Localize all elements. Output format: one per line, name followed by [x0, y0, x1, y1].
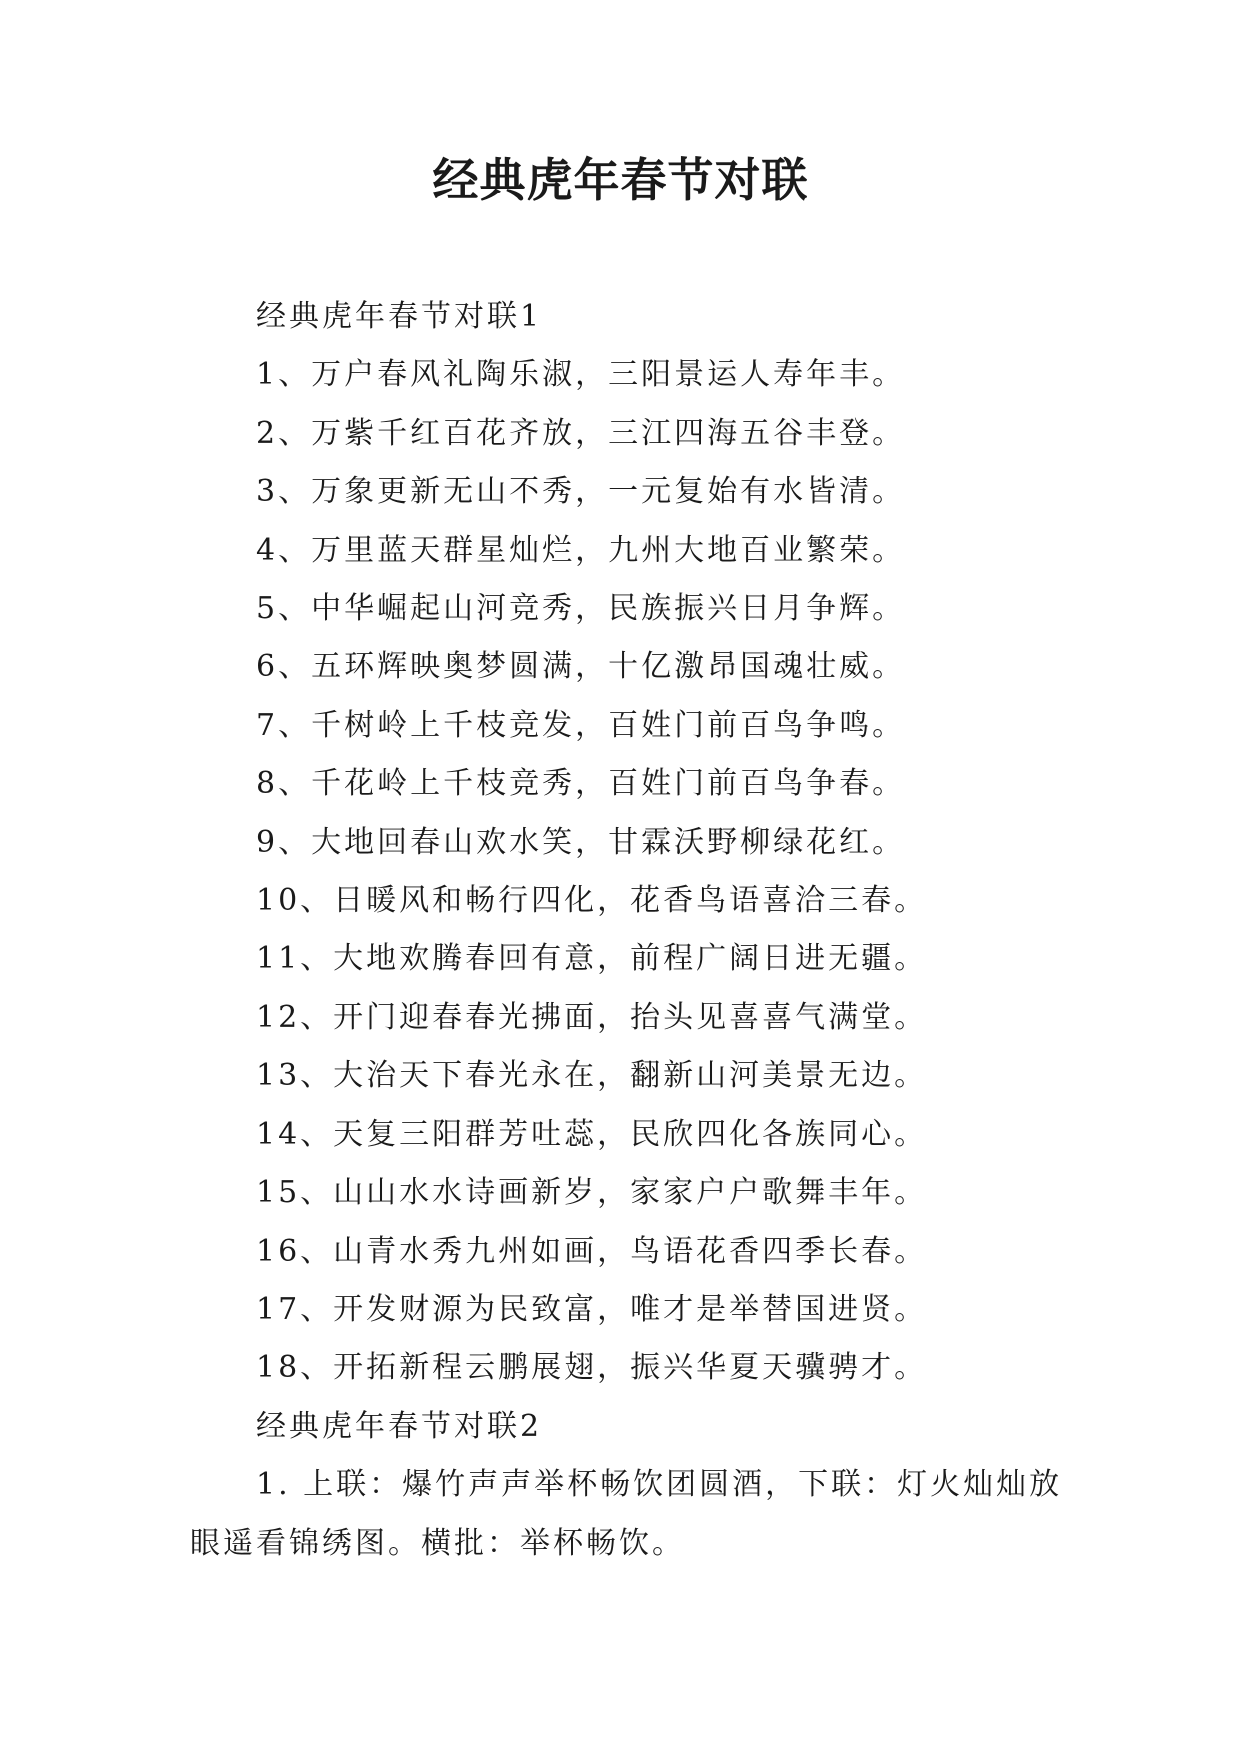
couplet-paragraph: 1. 上联：爆竹声声举杯畅饮团圆酒，下联：灯火灿灿放眼遥看锦绣图。横批：举杯畅饮。: [190, 1467, 1063, 1561]
couplet-item: 1、万户春风礼陶乐淑，三阳景运人寿年丰。: [256, 357, 906, 393]
couplet-item: 3、万象更新无山不秀，一元复始有水皆清。: [256, 474, 906, 510]
couplet-item: 15、山山水水诗画新岁，家家户户歌舞丰年。: [256, 1175, 928, 1211]
couplet-item: 13、大治天下春光永在，翻新山河美景无边。: [256, 1058, 928, 1094]
couplet-item: 17、开发财源为民致富，唯才是举替国进贤。: [256, 1291, 928, 1327]
couplet-item: 9、大地回春山欢水笑，甘霖沃野柳绿花红。: [256, 824, 906, 860]
couplet-item: 14、天复三阳群芳吐蕊，民欣四化各族同心。: [256, 1116, 928, 1152]
couplet-item: 7、千树岭上千枝竞发，百姓门前百鸟争鸣。: [256, 707, 906, 743]
section-heading-1: 经典虎年春节对联1: [256, 299, 543, 334]
section-heading-2: 经典虎年春节对联2: [256, 1408, 543, 1444]
couplet-item: 18、开拓新程云鹏展翅，振兴华夏天骥骋才。: [256, 1350, 928, 1386]
couplet-item: 2、万紫千红百花齐放，三江四海五谷丰登。: [256, 415, 906, 451]
couplet-item: 6、五环辉映奥梦圆满，十亿激昂国魂壮威。: [256, 649, 906, 685]
couplet-item: 12、开门迎春春光拂面，抬头见喜喜气满堂。: [256, 999, 928, 1035]
couplet-item: 16、山青水秀九州如画，鸟语花香四季长春。: [256, 1233, 928, 1269]
couplet-item: 10、日暖风和畅行四化，花香鸟语喜洽三春。: [256, 883, 928, 919]
couplet-item: 8、千花岭上千枝竞秀，百姓门前百鸟争春。: [256, 766, 906, 802]
couplet-item: 5、中华崛起山河竞秀，民族振兴日月争辉。: [256, 591, 906, 627]
couplet-item: 4、万里蓝天群星灿烂，九州大地百业繁荣。: [256, 532, 906, 568]
document-body: [190, 288, 1070, 1573]
couplet-item: 11、大地欢腾春回有意，前程广阔日进无疆。: [256, 941, 928, 977]
page-title: 经典虎年春节对联: [432, 153, 809, 207]
